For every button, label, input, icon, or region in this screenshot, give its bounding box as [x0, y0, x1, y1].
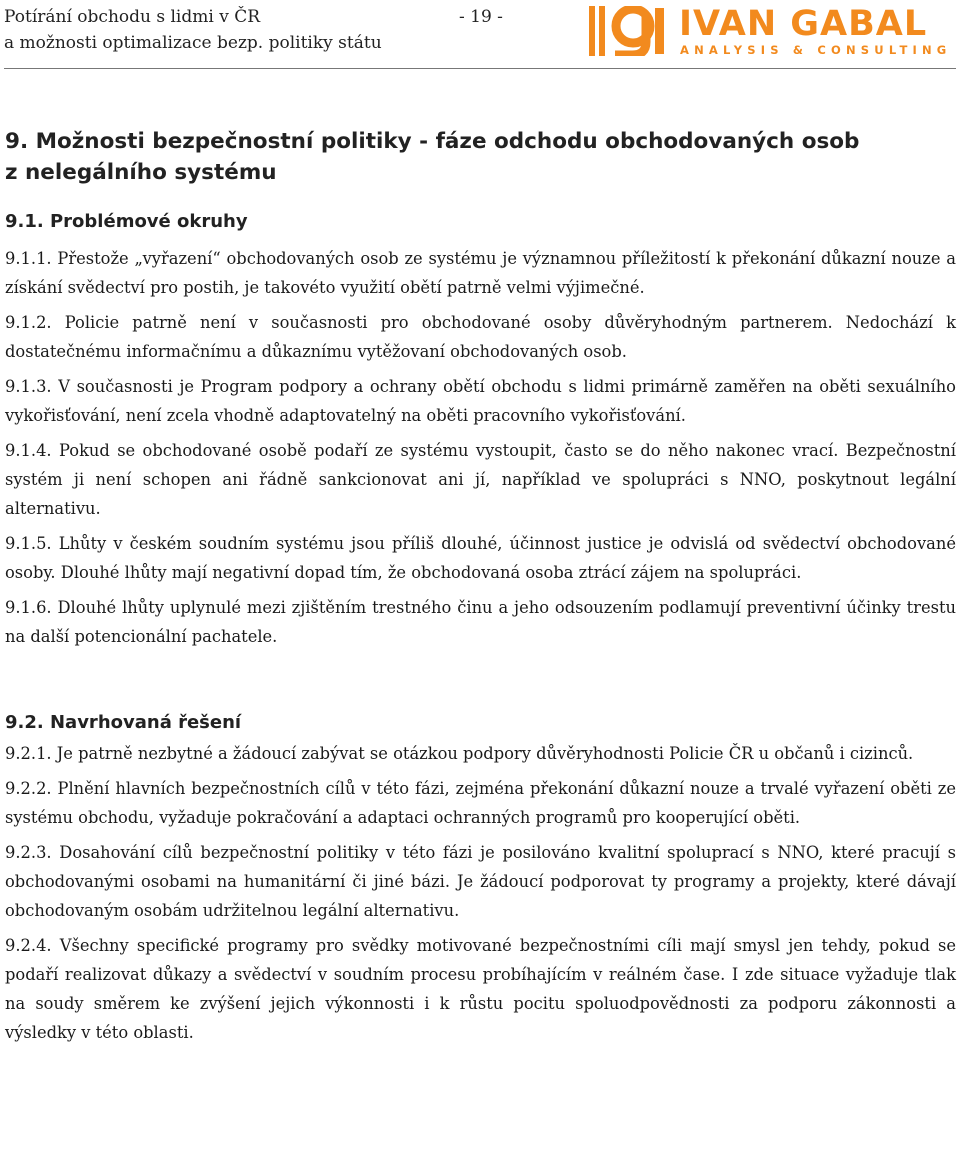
- logo-bar-3: [655, 8, 664, 54]
- paragraph-9-2-3: 9.2.3. Dosahování cílů bezpečnostní politiky v této fázi je posilováno kvalitní spoluprací s NNO, které pracují s obchodovanými osobami na humanitární či jiné bázi. Je žádoucí podporovat ty programy a projekty, které dávají obchodovaným osobám udržitelnou legální alternativu.: [5, 843, 956, 920]
- paragraph-9-1-2: 9.1.2. Policie patrně není v současnosti pro obchodované osoby důvěryhodným partnerem. Nedochází k dostatečnému informačnímu a důkaznímu vytěžovaní obchodovaných osob.: [5, 313, 956, 361]
- paragraph-9-2-4: 9.2.4. Všechny specifické programy pro svědky motivované bezpečnostními cíli mají smysl jen tehdy, pokud se podaří realizovat důkazy a svědectví v soudním procesu probíhajícím v reálném čase. I zde situace vyžaduje tlak na soudy směrem ke zvýšení jejich výkonnosti i k růstu pocitu spoluodpovědnosti za podporu zákonnosti a výsledky v této oblasti.: [5, 936, 956, 1042]
- header-divider: [4, 68, 956, 69]
- logo-g-icon: [589, 6, 667, 56]
- document-title-line1: Potírání obchodu s lidmi v ČR: [4, 7, 261, 27]
- page-header: [4, 4, 956, 68]
- paragraph-9-1-3: 9.1.3. V současnosti je Program podpory a ochrany obětí obchodu s lidmi primárně zaměřen na oběti sexuálního vykořisťování, není zcela vhodně adaptovatelný na oběti pracovního vykořisťování.: [5, 377, 956, 425]
- section-title: [5, 126, 956, 188]
- logo-bar-2: [599, 6, 605, 56]
- paragraph-9-1-1: 9.1.1. Přestože „vyřazení“ obchodovaných osob ze systému je významnou příležitostí k překonání důkazní nouze a získání svědectví pro postih, je takovéto využití obětí patrně velmi výjimečné.: [5, 249, 956, 297]
- section-title-line2: z nelegálního systému: [5, 160, 277, 185]
- page-number: - 19 -: [459, 7, 503, 27]
- logo-name: IVAN GABAL: [679, 4, 928, 44]
- logo-bar-1: [589, 6, 595, 56]
- section-title-line1: 9. Možnosti bezpečnostní politiky - fáze odchodu obchodovaných osob: [5, 129, 860, 154]
- subsection-title: 9.2. Navrhovaná řešení: [5, 712, 242, 733]
- paragraph-9-2-1: 9.2.1. Je patrně nezbytné a žádoucí zabývat se otázkou podpory důvěryhodnosti Policie ČR u občanů i cizinců.: [5, 744, 914, 763]
- company-logo: [589, 6, 955, 58]
- paragraph-9-1-6: 9.1.6. Dlouhé lhůty uplynulé mezi zjištěním trestného činu a jeho odsouzením podlamují preventivní účinky trestu na další potencionální pachatele.: [5, 598, 956, 646]
- document-title-line2: a možnosti optimalizace bezp. politiky státu: [4, 33, 382, 53]
- subsection-title: 9.1. Problémové okruhy: [5, 211, 248, 232]
- paragraph-9-2-2: 9.2.2. Plnění hlavních bezpečnostních cílů v této fázi, zejména překonání důkazní nouze a trvalé vyřazení oběti ze systému obchodu, vyžaduje pokračování a adaptaci ochranných programů pro kooperující oběti.: [5, 779, 956, 827]
- logo-tagline: ANALYSIS & CONSULTING: [680, 43, 952, 57]
- page-content: [5, 126, 956, 1047]
- subsection-solutions: [5, 711, 956, 1047]
- document-title: [4, 4, 382, 56]
- paragraph-9-1-4: 9.1.4. Pokud se obchodované osobě podaří ze systému vystoupit, často se do něho nakonec vrací. Bezpečnostní systém ji není schopen ani řádně sankcionovat ani jí, například ve spolupráci s NNO, poskytnout legální alternativu.: [5, 441, 956, 518]
- paragraph-9-1-5: 9.1.5. Lhůty v českém soudním systému jsou příliš dlouhé, účinnost justice je odvislá od svědectví obchodované osoby. Dlouhé lhůty mají negativní dopad tím, že obchodovaná osoba ztrácí zájem na spolupráci.: [5, 534, 956, 582]
- subsection-problems: [5, 210, 956, 651]
